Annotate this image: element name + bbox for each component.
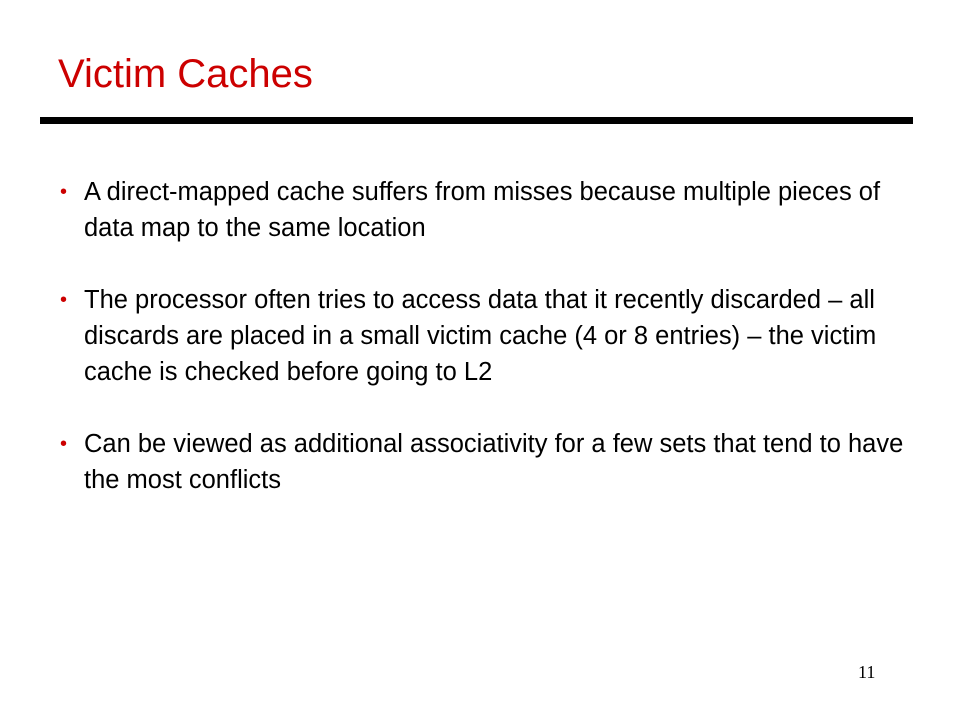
bullet-item-3: [60, 426, 920, 498]
bullet-text: A direct-mapped cache suffers from misses because multiple pieces of data map to the same location: [84, 178, 881, 242]
bullet-item-1: [60, 174, 920, 246]
slide-number: 11: [858, 662, 876, 682]
bullet-list: [60, 174, 920, 534]
bullet-dot-icon: •: [60, 433, 68, 455]
bullet-text: Can be viewed as additional associativity for a few sets that tend to have the most conflicts: [84, 430, 904, 494]
bullet-dot-icon: •: [60, 181, 68, 203]
title-divider: [40, 117, 913, 124]
bullet-text: The processor often tries to access data that it recently discarded – all discards are placed in a small victim cache (4 or 8 entries) – the victim cache is checked before going to L2: [84, 286, 877, 386]
slide-title: Victim Caches: [58, 52, 313, 96]
bullet-dot-icon: •: [60, 289, 68, 311]
bullet-item-2: [60, 282, 920, 390]
